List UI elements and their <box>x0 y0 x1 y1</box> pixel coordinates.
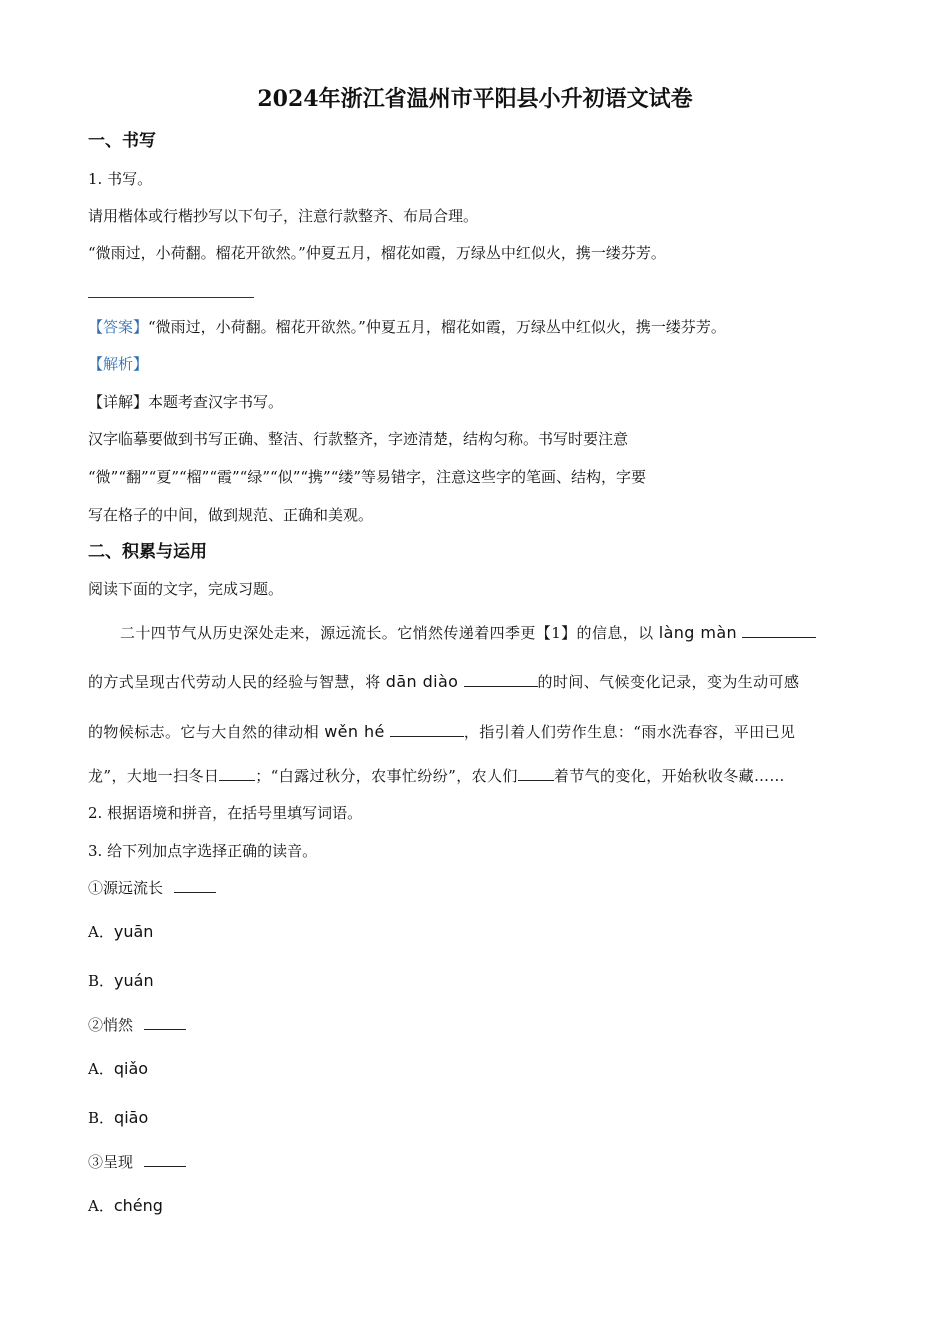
answer-tag: 【答案】 <box>88 318 149 336</box>
question-1-number: 1. 书写。 <box>88 170 153 188</box>
fill-blank[interactable] <box>464 672 538 687</box>
item-3-option-a[interactable] <box>88 1195 163 1217</box>
passage-text: ；“白露过秋分，农事忙纷纷”，农人们 <box>255 767 518 785</box>
explain-line-3: 写在格子的中间，做到规范、正确和美观。 <box>88 506 374 524</box>
question-2: 2. 根据语境和拼音，在括号里填写词语。 <box>88 804 363 822</box>
passage-line-4 <box>88 765 785 787</box>
item-stem-text: ②悄然 <box>88 1016 134 1034</box>
detail-row <box>88 391 283 413</box>
explain-line-1: 汉字临摹要做到书写正确、整洁、行款整齐，字迹清楚，结构匀称。书写时要注意 <box>88 430 629 448</box>
writing-instruction: 请用楷体或行楷抄写以下句子，注意行款整齐、布局合理。 <box>88 207 479 225</box>
answer-blank[interactable] <box>174 878 216 893</box>
fill-blank[interactable] <box>219 766 255 781</box>
copy-sentence: “微雨过，小荷翻。榴花开欲然。”仲夏五月，榴花如霞，万绿丛中红似火，携一缕芬芳。 <box>88 244 666 262</box>
fill-blank[interactable] <box>518 766 554 781</box>
answer-blank[interactable] <box>144 1015 186 1030</box>
item-2-option-b[interactable] <box>88 1107 148 1129</box>
option-label: A． <box>88 923 114 941</box>
passage-text: ，指引着人们劳作生息：“雨水洗春容，平田已见 <box>463 723 796 741</box>
item-2-option-a[interactable] <box>88 1058 148 1080</box>
section-heading-accumulation: 二、积累与运用 <box>88 542 207 562</box>
analysis-tag: 【解析】 <box>88 355 149 373</box>
fill-blank[interactable] <box>390 722 464 737</box>
explain-line-2: “微”“翻”“夏”“榴”“霞”“绿”“似”“携”“缕”等易错字，注意这些字的笔画、结构，字要 <box>88 468 647 486</box>
option-pinyin: qiāo <box>114 1108 149 1127</box>
option-pinyin: yuán <box>114 971 154 990</box>
passage-text: 的时间、气候变化记录，变为生动可感 <box>537 673 800 691</box>
option-pinyin: yuān <box>113 922 154 941</box>
item-1-option-b[interactable] <box>88 970 154 992</box>
option-label: A． <box>88 1197 114 1215</box>
passage-text: 二十四节气从历史深处走来，源远流长。它悄然传递着四季更【1】的信息，以 <box>120 624 654 642</box>
pinyin-dandiao: dān diào <box>385 672 459 691</box>
detail-text: 本题考查汉字书写。 <box>148 393 284 411</box>
section-heading-writing: 一、书写 <box>88 131 156 151</box>
option-pinyin: qiǎo <box>113 1059 149 1078</box>
item-1-stem <box>88 877 216 899</box>
question-3: 3. 给下列加点字选择正确的读音。 <box>88 842 318 860</box>
item-stem-text: ③呈现 <box>88 1153 134 1171</box>
fill-blank[interactable] <box>742 623 816 638</box>
page-title: 2024年浙江省温州市平阳县小升初语文试卷 <box>257 86 693 112</box>
item-2-stem <box>88 1014 186 1036</box>
item-3-stem <box>88 1151 186 1173</box>
passage-line-1 <box>120 622 816 644</box>
option-label: A． <box>88 1060 114 1078</box>
pinyin-wenhe: wěn hé <box>324 722 385 741</box>
passage-text: 的物候标志。它与大自然的律动相 <box>88 723 320 741</box>
option-pinyin: chéng <box>113 1196 163 1215</box>
option-label: B． <box>88 972 115 990</box>
detail-tag: 【详解】 <box>88 393 149 411</box>
answer-blank[interactable] <box>144 1152 186 1167</box>
item-1-option-a[interactable] <box>88 921 153 943</box>
option-label: B． <box>88 1109 115 1127</box>
passage-text: 龙”，大地一扫冬日 <box>88 767 220 785</box>
passage-line-3 <box>88 721 795 743</box>
passage-text: 着节气的变化，开始秋收冬藏…… <box>553 767 785 785</box>
answer-text: “微雨过，小荷翻。榴花开欲然。”仲夏五月，榴花如霞，万绿丛中红似火，携一缕芬芳。 <box>148 318 726 336</box>
answer-row <box>88 316 726 338</box>
answer-line <box>88 297 254 298</box>
passage-line-2 <box>88 671 799 693</box>
passage-text: 的方式呈现古代劳动人民的经验与智慧，将 <box>88 673 381 691</box>
item-stem-text: ①源远流长 <box>88 879 164 897</box>
pinyin-langman: làng màn <box>658 623 738 642</box>
reading-intro: 阅读下面的文字，完成习题。 <box>88 580 284 598</box>
